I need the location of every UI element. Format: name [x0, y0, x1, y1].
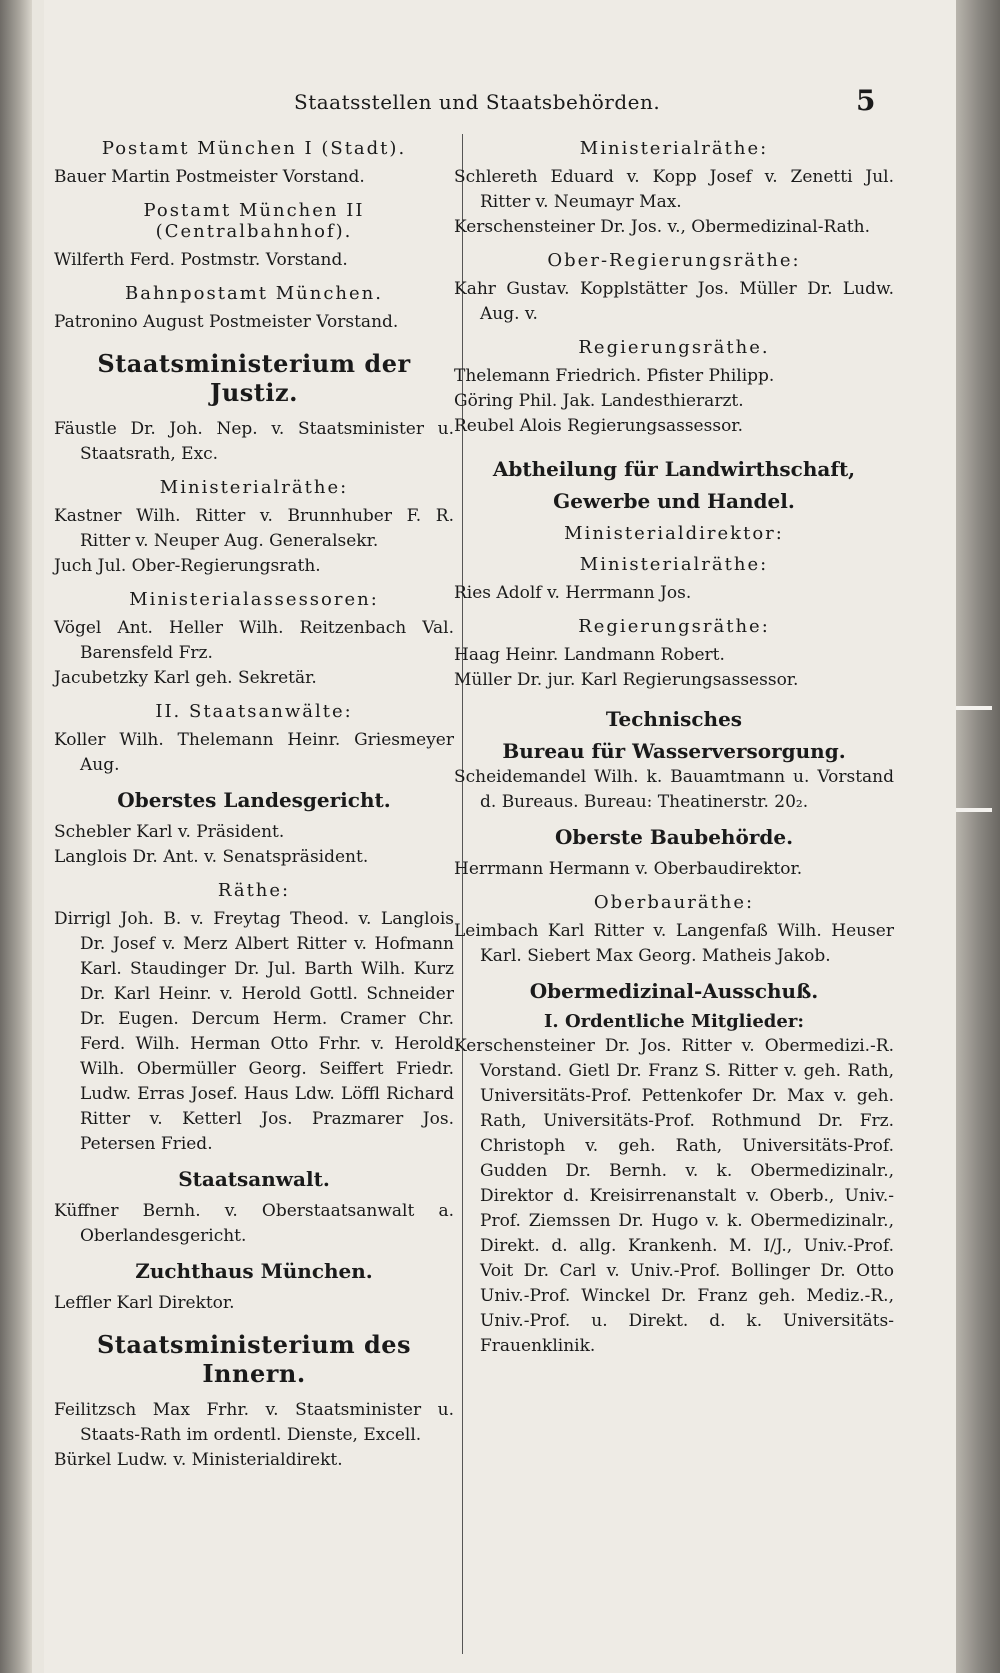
entry: Feilitzsch Max Frhr. v. Staatsminister u. Staats-Rath im ordentl. Dienste, Excell. [54, 1400, 454, 1445]
entry: Kahr Gustav. Kopplstätter Jos. Müller Dr. Ludw. Aug. v. [454, 279, 894, 324]
subsection-label: Regierungsräthe. [578, 337, 770, 358]
section-title: Gewerbe und Handel. [553, 489, 795, 513]
subsection-label: Ober-Regierungsräthe: [547, 250, 801, 271]
section-heading: Postamt München II (Centralbahnhof). [143, 200, 365, 242]
entry: Langlois Dr. Ant. v. Senatspräsident. [54, 847, 369, 867]
entry: Dirrigl Joh. B. v. Freytag Theod. v. Langlois Dr. Josef v. Merz Albert Ritter v. Hofmann Karl. Staudinger Dr. Jul. Barth Wilh. Kurz Dr. Karl Heinr. v. Herold Gottl. Schneider Dr. Eugen. Dercum Herm. Cramer Chr. Ferd. Wilh. Herman Otto Frhr. v. Herold Wilh. Obermüller Georg. Seiffert Friedr. Ludw. Erras Josef. Haus Ldw. Löffl Richard Ritter v. Ketterl Jos. Prazmarer Jos. Petersen Fried. [54, 909, 454, 1154]
entry: Kerschensteiner Dr. Jos. Ritter v. Obermedizi.-R. Vorstand. Gietl Dr. Franz S. Ritter v. geh. Rath, Universitäts-Prof. Pettenkofer Dr. Max v. geh. Rath, Universitäts-Prof. Rothmund Dr. Frz. Christoph v. geh. Rath, Universitäts-Prof. Gudden Dr. Bernh. v. k. Obermedizinalr., Direktor d. Kreisirrenanstalt v. Oberb., Univ.-Prof. Ziemssen Dr. Hugo v. k. Obermedizinalr., Direkt. d. allg. Krankenh. M. I/J., Univ.-Prof. Voit Dr. Carl v. Univ.-Prof. Bollinger Dr. Otto Univ.-Prof. Winckel Dr. Franz geh. Mediz.-R., Univ.-Prof. u. Direkt. d. k. Universitäts-Frauenklinik. [454, 1036, 894, 1356]
section-title: Staatsministerium der Justiz. [97, 349, 411, 407]
subsection-label: Ministerialassessoren: [129, 589, 379, 610]
entry: Herrmann Hermann v. Oberbaudirektor. [454, 859, 803, 879]
entry: Ries Adolf v. Herrmann Jos. [454, 583, 692, 603]
entry: Scheidemandel Wilh. k. Bauamtmann u. Vorstand d. Bureaus. Bureau: Theatinerstr. 20₂. [454, 767, 894, 812]
subsection-label: Räthe: [217, 880, 291, 901]
section-title: Oberste Baubehörde. [554, 825, 794, 849]
entry: Patronino August Postmeister Vorstand. [54, 312, 399, 332]
entry: Wilferth Ferd. Postmstr. Vorstand. [54, 250, 348, 270]
entry: Kerschensteiner Dr. Jos. v., Obermedizinal-Rath. [454, 217, 870, 237]
section-title: Bureau für Wasserversorgung. [502, 739, 846, 763]
section-heading: Bahnpostamt München. [125, 283, 383, 304]
right-column [454, 128, 894, 1359]
entry: Kastner Wilh. Ritter v. Brunnhuber F. R. Ritter v. Neuper Aug. Generalsekr. [54, 506, 454, 551]
entry: Fäustle Dr. Joh. Nep. v. Staatsminister u. Staatsrath, Exc. [54, 419, 454, 464]
entry: Vögel Ant. Heller Wilh. Reitzenbach Val. Barensfeld Frz. [54, 618, 454, 663]
section-title: Oberstes Landesgericht. [117, 788, 391, 812]
entry: Küffner Bernh. v. Oberstaatsanwalt a. Oberlandesgericht. [54, 1201, 454, 1246]
section-title: Obermedizinal-Ausschuß. [529, 979, 819, 1003]
entry: Koller Wilh. Thelemann Heinr. Griesmeyer Aug. [54, 730, 454, 775]
subsection-label: I. Ordentliche Mitglieder: [544, 1011, 804, 1032]
subsection-label: Ministerialräthe: [579, 138, 769, 159]
book-gutter [0, 0, 32, 1673]
book-page [44, 0, 956, 1673]
section-title: Staatsministerium des Innern. [96, 1330, 412, 1388]
section-title: Zuchthaus München. [135, 1259, 373, 1283]
entry: Leimbach Karl Ritter v. Langenfaß Wilh. Heuser Karl. Siebert Max Georg. Matheis Jakob. [454, 921, 894, 966]
entry: Schlereth Eduard v. Kopp Josef v. Zenetti Jul. Ritter v. Neumayr Max. [454, 167, 894, 212]
running-title: Staatsstellen und Staatsbehörden. [294, 90, 661, 114]
entry: Müller Dr. jur. Karl Regierungsassessor. [454, 670, 799, 690]
entry: Jacubetzky Karl geh. Sekretär. [54, 668, 317, 688]
subsection-label: Ministerialräthe: [579, 554, 769, 575]
entry: Bürkel Ludw. v. Ministerialdirekt. [54, 1450, 343, 1470]
entry: Thelemann Friedrich. Pfister Philipp. [454, 366, 775, 386]
entry: Reubel Alois Regierungsassessor. [454, 416, 743, 436]
subsection-label: Oberbauräthe: [593, 892, 755, 913]
entry: Göring Phil. Jak. Landesthierarzt. [454, 391, 744, 411]
section-title: Abtheilung für Landwirthschaft, [492, 457, 856, 481]
entry: Bauer Martin Postmeister Vorstand. [54, 167, 365, 187]
entry: Juch Jul. Ober-Regierungsrath. [54, 556, 321, 576]
entry: Haag Heinr. Landmann Robert. [454, 645, 725, 665]
section-heading: Postamt München I (Stadt). [101, 138, 407, 159]
subsection-label: II. Staatsanwälte: [155, 701, 353, 722]
subsection-label: Ministerialdirektor: [564, 523, 784, 544]
section-title: Staatsanwalt. [178, 1167, 330, 1191]
entry: Leffler Karl Direktor. [54, 1293, 235, 1313]
page-header [44, 84, 956, 120]
entry: Schebler Karl v. Präsident. [54, 822, 285, 842]
left-column [54, 128, 454, 1473]
subsection-label: Ministerialräthe: [159, 477, 349, 498]
page-number: 5 [856, 84, 876, 117]
page-edges [956, 0, 1000, 1673]
section-title: Technisches [605, 707, 743, 731]
subsection-label: Regierungsräthe: [578, 616, 770, 637]
